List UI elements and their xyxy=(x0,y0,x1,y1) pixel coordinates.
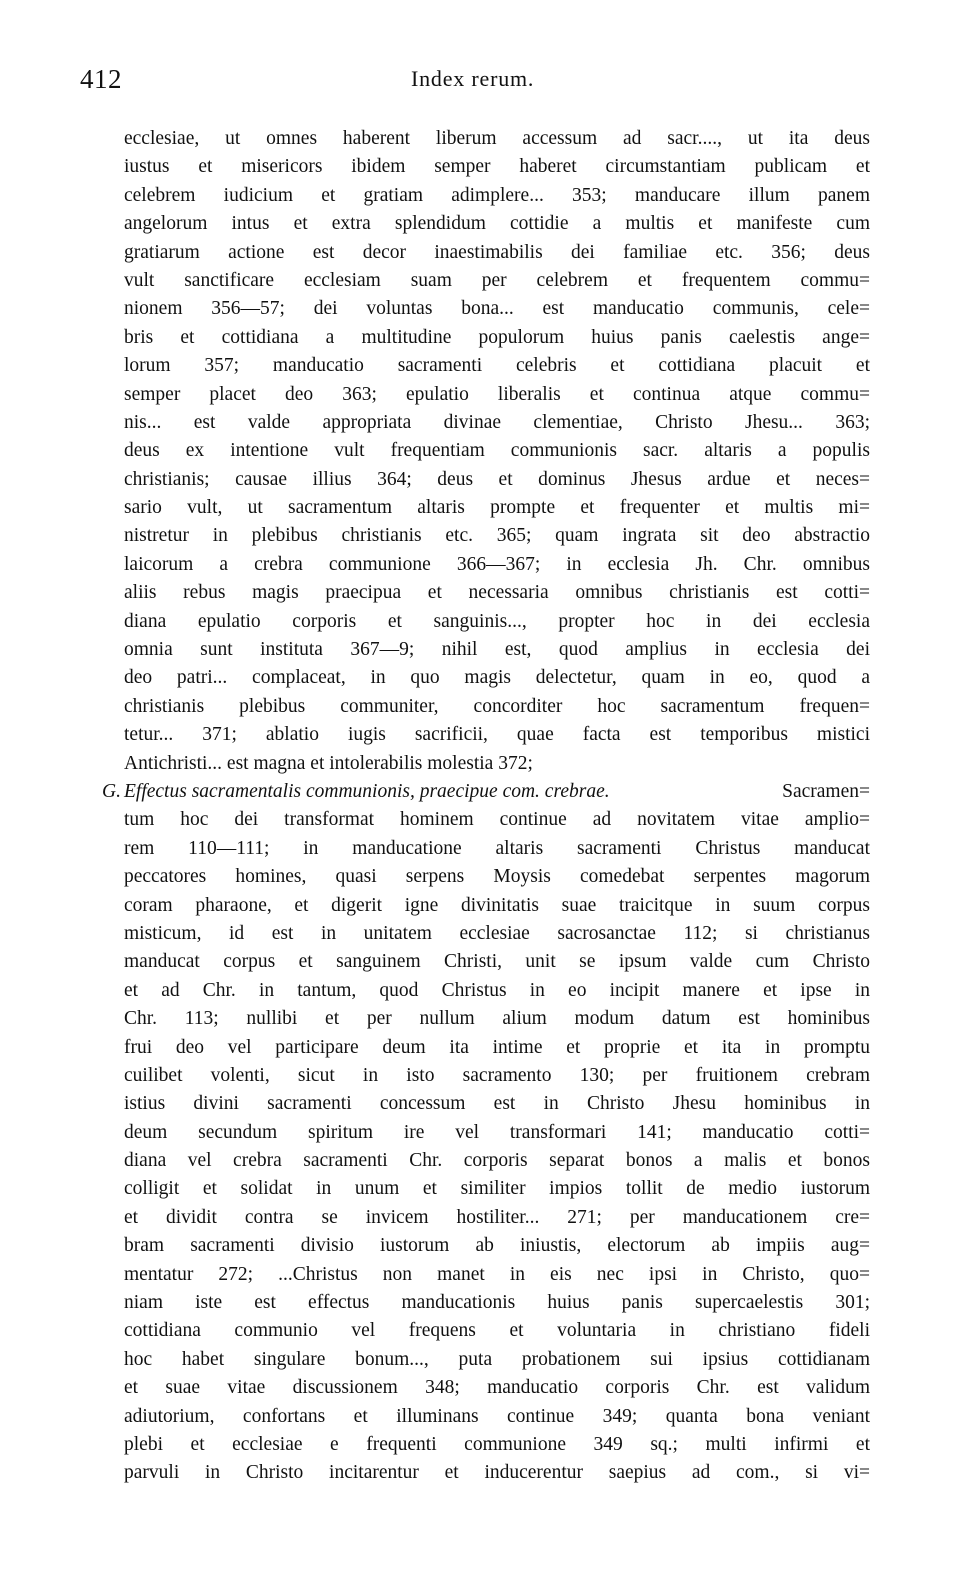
text-line: lorum 357; manducatio sacramenti celebris et cottidiana placuit et xyxy=(124,355,870,377)
text-line: deo patri... complaceat, in quo magis delectetur, quam in eo, quod a xyxy=(124,667,870,689)
index-body-text xyxy=(102,125,870,1488)
text-line: parvuli in Christo incitarentur et inducerentur saepius ad com., si vi= xyxy=(124,1462,870,1484)
text-line: et suae vitae discussionem 348; manducatio corporis Chr. est validum xyxy=(124,1377,870,1399)
text-line: mentatur 272; ...Christus non manet in eis nec ipsi in Christo, quo= xyxy=(124,1263,870,1285)
text-line: tum hoc dei transformat hominem continue ad novitatem vitae amplio= xyxy=(124,809,870,831)
text-line: hoc habet singulare bonum..., puta probationem sui ipsius cottidianam xyxy=(124,1348,870,1370)
text-line: deus ex intentione vult frequentiam communionis sacr. altaris a populis xyxy=(124,440,870,462)
text-line: manducat corpus et sanguinem Christi, unit se ipsum valde cum Christo xyxy=(124,951,870,973)
text-line: iustus et misericors ibidem semper haberet circumstantiam publicam et xyxy=(124,156,870,178)
section-g-heading-line xyxy=(102,778,870,806)
text-line: Chr. 113; nullibi et per nullum alium modum datum est hominibus xyxy=(124,1008,870,1030)
text-line: diana epulatio corporis et sanguinis..., propter hoc in dei ecclesia xyxy=(124,610,870,632)
text-line: frui deo vel participare deum ita intime et proprie et ita in promptu xyxy=(124,1036,870,1058)
text-line: semper placet deo 363; epulatio liberalis et continua atque commu= xyxy=(124,383,870,405)
text-line: Antichristi... est magna et intolerabilis molestia 372; xyxy=(124,752,533,774)
text-line: tetur... 371; ablatio iugis sacrificii, quae facta est temporibus mistici xyxy=(124,724,870,746)
text-line: nistretur in plebibus christianis etc. 365; quam ingrata sit deo abstractio xyxy=(124,525,870,547)
text-line: vult sanctificare ecclesiam suam per celebrem et frequentem commu= xyxy=(124,269,870,291)
text-line: deum secundum spiritum ire vel transformari 141; manducatio cotti= xyxy=(124,1121,870,1143)
running-head xyxy=(0,64,960,104)
text-line: adiutorium, confortans et illuminans continue 349; quanta bona veniant xyxy=(124,1405,870,1427)
section-label: G. xyxy=(102,780,121,802)
running-title: Index rerum. xyxy=(411,66,535,91)
section-heading: Effectus sacramentalis communionis, praecipue com. crebrae. xyxy=(124,780,610,802)
text-line: colligit et solidat in unum et similiter impios tollit de medio iustorum xyxy=(124,1178,870,1200)
text-line: angelorum intus et extra splendidum cottidie a multis et manifeste cum xyxy=(124,213,870,235)
text-line: plebi et ecclesiae e frequenti communione 349 sq.; multi infirmi et xyxy=(124,1433,870,1455)
index-entry-section-g xyxy=(124,806,870,1487)
text-line: celebrem iudicium et gratiam adimplere... 353; manducare illum panem xyxy=(124,184,870,206)
text-line: bris et cottidiana a multitudine populorum huius panis caelestis ange= xyxy=(124,326,870,348)
text-line: bram sacramenti divisio iustorum ab iniustis, electorum ab impiis aug= xyxy=(124,1235,870,1257)
text-line: sario vult, ut sacramentum altaris prompte et frequenter et multis mi= xyxy=(124,497,870,519)
page-number: 412 xyxy=(80,64,122,94)
text-line: ecclesiae, ut omnes haberent liberum accessum ad sacr...., ut ita deus xyxy=(124,128,870,149)
text-line: niam iste est effectus manducationis huius panis supercaelestis 301; xyxy=(124,1292,870,1314)
text-line: cottidiana communio vel frequens et voluntaria in christiano fideli xyxy=(124,1320,870,1342)
text-line: laicorum a crebra communione 366—367; in ecclesia Jh. Chr. omnibus xyxy=(124,553,870,575)
text-line: misticum, id est in unitatem ecclesiae sacrosanctae 112; si christianus xyxy=(124,922,870,944)
text-line: aliis rebus magis praecipua et necessaria omnibus christianis est cotti= xyxy=(124,582,870,604)
text-line: gratiarum actione est decor inaestimabilis dei familiae etc. 356; deus xyxy=(124,241,870,263)
text-line: coram pharaone, et digerit igne divinitatis suae traicitque in suum corpus xyxy=(124,894,870,916)
text-line: et ad Chr. in tantum, quod Christus in eo incipit manere et ipse in xyxy=(124,979,870,1001)
text-line: nis... est valde appropriata divinae clementiae, Christo Jhesu... 363; xyxy=(124,411,870,433)
text-line: et dividit contra se invicem hostiliter... 271; per manducationem cre= xyxy=(124,1206,870,1228)
text-line: istius divini sacramenti concessum est in Christo Jhesu hominibus in xyxy=(124,1093,870,1115)
text-line: nionem 356—57; dei voluntas bona... est manducatio communis, cele= xyxy=(124,298,870,320)
text-line: peccatores homines, quasi serpens Moysis comedebat serpentes magorum xyxy=(124,866,870,888)
text-line: rem 110—111; in manducatione altaris sacramenti Christus manducat xyxy=(124,837,870,859)
text-line: diana vel crebra sacramenti Chr. corporis separat bonos a malis et bonos xyxy=(124,1150,870,1172)
section-heading-tail: Sacramen= xyxy=(782,780,870,802)
text-line: cuilibet volenti, sicut in isto sacramento 130; per fruitionem crebram xyxy=(124,1064,870,1086)
text-line: christianis; causae illius 364; deus et dominus Jhesus ardue et neces= xyxy=(124,468,870,490)
index-entry-continued xyxy=(124,125,870,778)
text-line: christianis plebibus communiter, concorditer hoc sacramentum frequen= xyxy=(124,695,870,717)
text-line: omnia sunt instituta 367—9; nihil est, quod amplius in ecclesia dei xyxy=(124,639,870,661)
